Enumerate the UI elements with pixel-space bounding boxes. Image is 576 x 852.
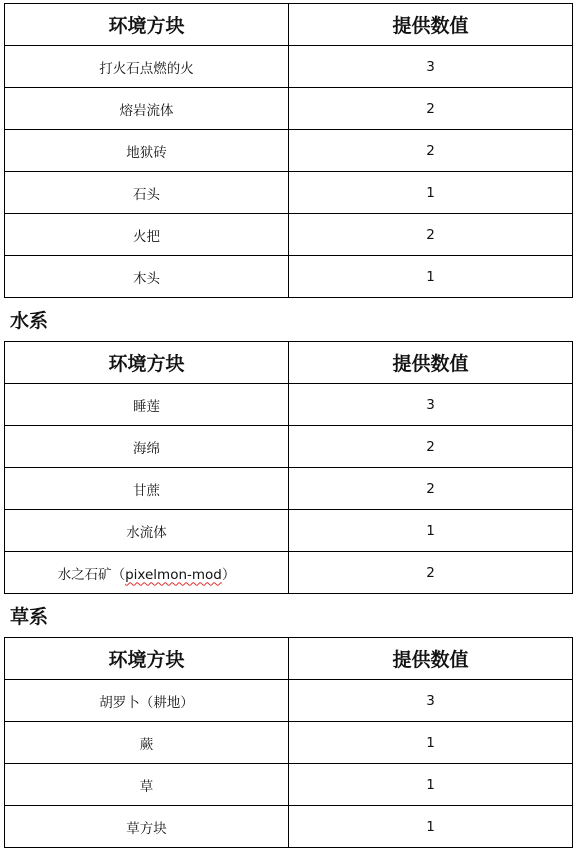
block-prefix: 水之石矿（ [57,566,126,583]
table-row [5,130,573,172]
value-cell: 3 [289,680,573,722]
block-cell: 木头 [5,256,289,298]
value-cell: 1 [289,806,573,848]
value-cell: 2 [289,468,573,510]
table-row [5,468,573,510]
table-row [5,88,573,130]
value-cell: 1 [289,722,573,764]
value-cell: 1 [289,510,573,552]
table-row [5,256,573,298]
header-block: 环境方块 [5,638,289,680]
spellcheck-underlined-text: pixelmon-mod [125,566,222,583]
fire-table [4,3,573,298]
table-row [5,214,573,256]
table-header-row [5,342,573,384]
block-cell: 海绵 [5,426,289,468]
table-row [5,510,573,552]
table-row [5,172,573,214]
table-header-row [5,4,573,46]
block-cell: 草方块 [5,806,289,848]
header-value: 提供数值 [289,4,573,46]
value-cell: 2 [289,214,573,256]
table-row [5,426,573,468]
value-cell: 1 [289,172,573,214]
section-title-water: 水系 [10,310,49,332]
value-cell: 2 [289,552,573,594]
header-value: 提供数值 [289,638,573,680]
table-row [5,46,573,88]
table-row [5,384,573,426]
block-cell [5,552,289,594]
value-cell: 2 [289,88,573,130]
table-row [5,764,573,806]
block-cell: 睡莲 [5,384,289,426]
table-row [5,552,573,594]
block-cell: 草 [5,764,289,806]
block-cell: 蕨 [5,722,289,764]
block-suffix: ） [221,566,236,583]
block-cell: 石头 [5,172,289,214]
block-cell: 胡罗卜（耕地） [5,680,289,722]
water-table [4,341,573,594]
block-cell: 地狱砖 [5,130,289,172]
value-cell: 1 [289,256,573,298]
value-cell: 2 [289,426,573,468]
header-block: 环境方块 [5,342,289,384]
value-cell: 3 [289,384,573,426]
block-cell: 熔岩流体 [5,88,289,130]
table-row [5,680,573,722]
table-row [5,806,573,848]
block-cell: 水流体 [5,510,289,552]
block-cell: 打火石点燃的火 [5,46,289,88]
section-title-grass: 草系 [10,606,49,628]
block-cell: 火把 [5,214,289,256]
grass-table [4,637,573,848]
value-cell: 3 [289,46,573,88]
header-block: 环境方块 [5,4,289,46]
table-header-row [5,638,573,680]
value-cell: 2 [289,130,573,172]
value-cell: 1 [289,764,573,806]
header-value: 提供数值 [289,342,573,384]
table-row [5,722,573,764]
block-cell: 甘蔗 [5,468,289,510]
